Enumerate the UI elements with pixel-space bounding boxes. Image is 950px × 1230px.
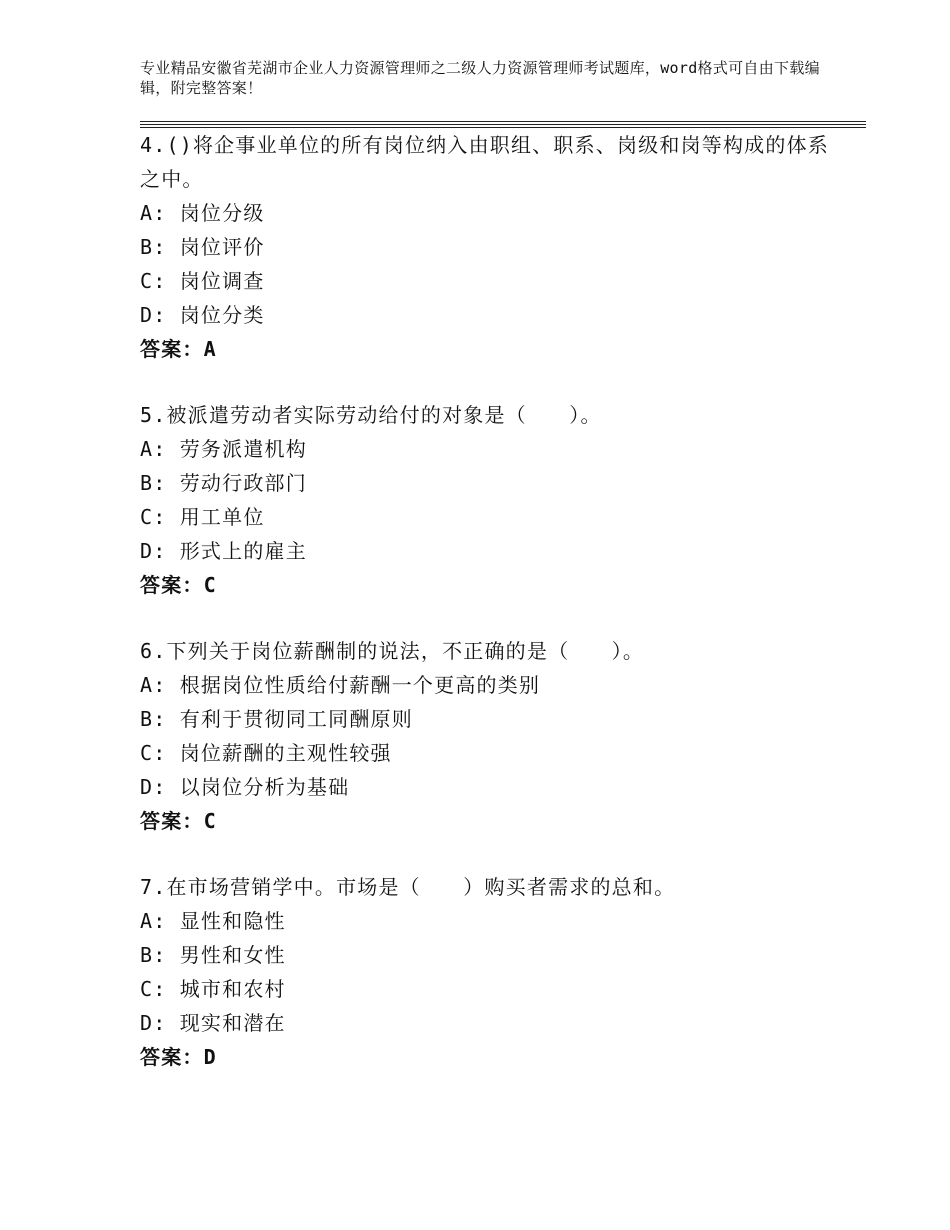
option-d: D: 形式上的雇主 [140,539,307,563]
option-c: C: 岗位薪酬的主观性较强 [140,741,392,765]
option-a: A: 根据岗位性质给付薪酬一个更高的类别 [140,673,541,697]
option-c: C: 岗位调查 [140,269,265,293]
answer-line: 答案：C [140,573,217,597]
answer-line: 答案：D [140,1045,217,1069]
question-list [140,128,840,1106]
option-b: B: 劳动行政部门 [140,471,307,495]
answer-line: 答案：A [140,337,217,361]
question-7 [140,870,840,1074]
option-b: B: 有利于贯彻同工同酬原则 [140,707,413,731]
option-d: D: 现实和潜在 [140,1011,286,1035]
question-4 [140,128,840,366]
question-stem: 6.下列关于岗位薪酬制的说法，不正确的是（ ）。 [140,639,645,663]
document-header: 专业精品安徽省芜湖市企业人力资源管理师之二级人力资源管理师考试题库，word格式可自由下载编辑，附完整答案！ [140,59,820,97]
answer-line: 答案：C [140,809,217,833]
question-6 [140,634,840,838]
option-a: A: 劳务派遣机构 [140,437,307,461]
question-stem: 4.()将企事业单位的所有岗位纳入由职组、职系、岗级和岗等构成的体系之中。 [140,133,829,191]
option-d: D: 岗位分类 [140,303,265,327]
option-b: B: 岗位评价 [140,235,265,259]
question-stem: 7.在市场营销学中。市场是（ ）购买者需求的总和。 [140,875,676,899]
question-stem: 5.被派遣劳动者实际劳动给付的对象是（ ）。 [140,403,602,427]
option-a: A: 岗位分级 [140,201,265,225]
question-5 [140,398,840,602]
option-a: A: 显性和隐性 [140,909,286,933]
option-c: C: 城市和农村 [140,977,286,1001]
option-c: C: 用工单位 [140,505,265,529]
header-divider [140,121,866,122]
option-d: D: 以岗位分析为基础 [140,775,350,799]
header-divider [140,124,866,125]
option-b: B: 男性和女性 [140,943,286,967]
